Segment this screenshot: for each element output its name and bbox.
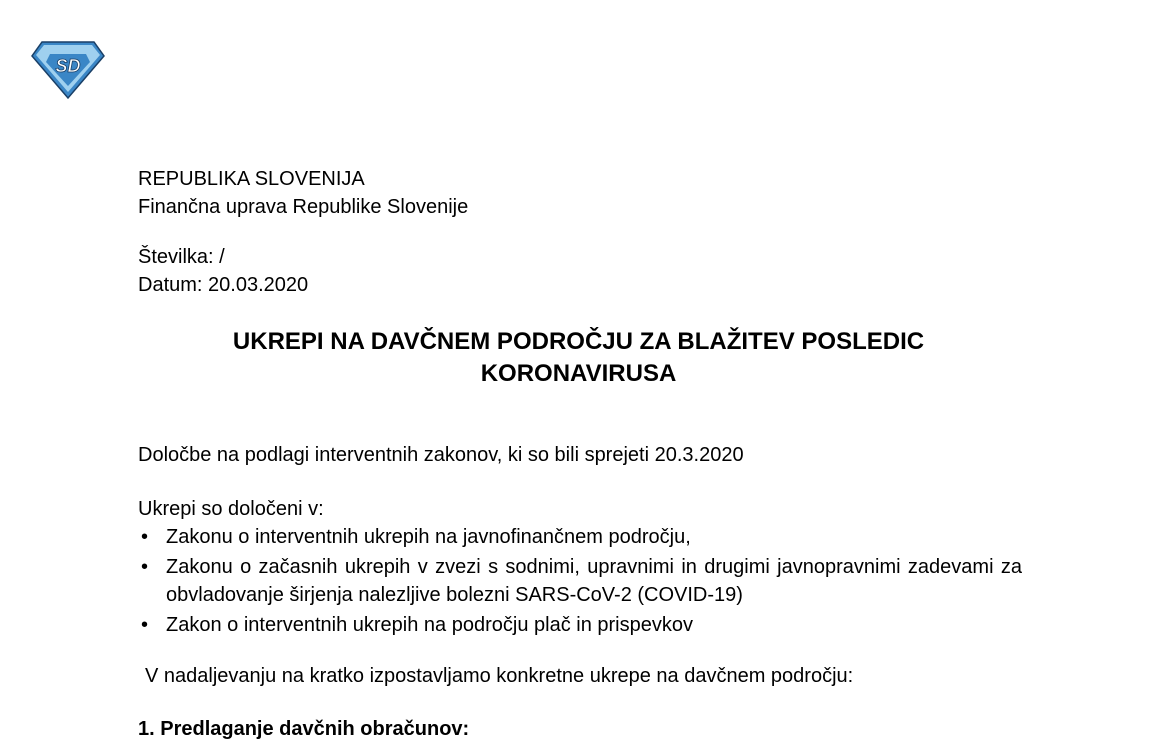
section-heading: 1. Predlaganje davčnih obračunov:: [138, 718, 470, 740]
measures-intro: Ukrepi so določeni v:: [138, 498, 324, 520]
measure-text: Zakonu o interventnih ukrepih na javnofinančnem področju,: [166, 526, 691, 548]
document-title-line-1: UKREPI NA DAVČNEM PODROČJU ZA BLAŽITEV POSLEDIC: [232, 328, 925, 355]
document-title-line-2: KORONAVIRUSA: [480, 360, 677, 387]
header-authority: Finančna uprava Republike Slovenije: [138, 196, 469, 218]
sd-shield-logo-icon: [30, 40, 106, 100]
list-item: [138, 611, 1022, 639]
document-number: Številka: /: [138, 246, 225, 268]
list-item: [138, 523, 1022, 551]
list-item: [138, 553, 1022, 609]
measure-text: Zakon o interventnih ukrepih na področju plač in prispevkov: [166, 614, 693, 636]
logo: [30, 40, 106, 100]
continuation-paragraph: V nadaljevanju na kratko izpostavljamo konkretne ukrepe na davčnem področju:: [145, 665, 854, 687]
bullet-icon: •: [141, 614, 149, 636]
bullet-icon: •: [141, 526, 149, 548]
document-date: Datum: 20.03.2020: [138, 274, 309, 296]
measure-text: Zakonu o začasnih ukrepih v zvezi s sodnimi, upravnimi in drugimi javnopravnimi zadevami za obvladovanje širjenja nalezljive bolezni SARS-CoV-2 (COVID-19): [166, 556, 1022, 606]
bullet-icon: •: [141, 556, 149, 578]
intro-paragraph: Določbe na podlagi interventnih zakonov, ki so bili sprejeti 20.3.2020: [138, 444, 744, 466]
logo-text: SD: [55, 56, 81, 76]
measures-list: [138, 523, 1022, 641]
header-republic: REPUBLIKA SLOVENIJA: [138, 168, 365, 190]
